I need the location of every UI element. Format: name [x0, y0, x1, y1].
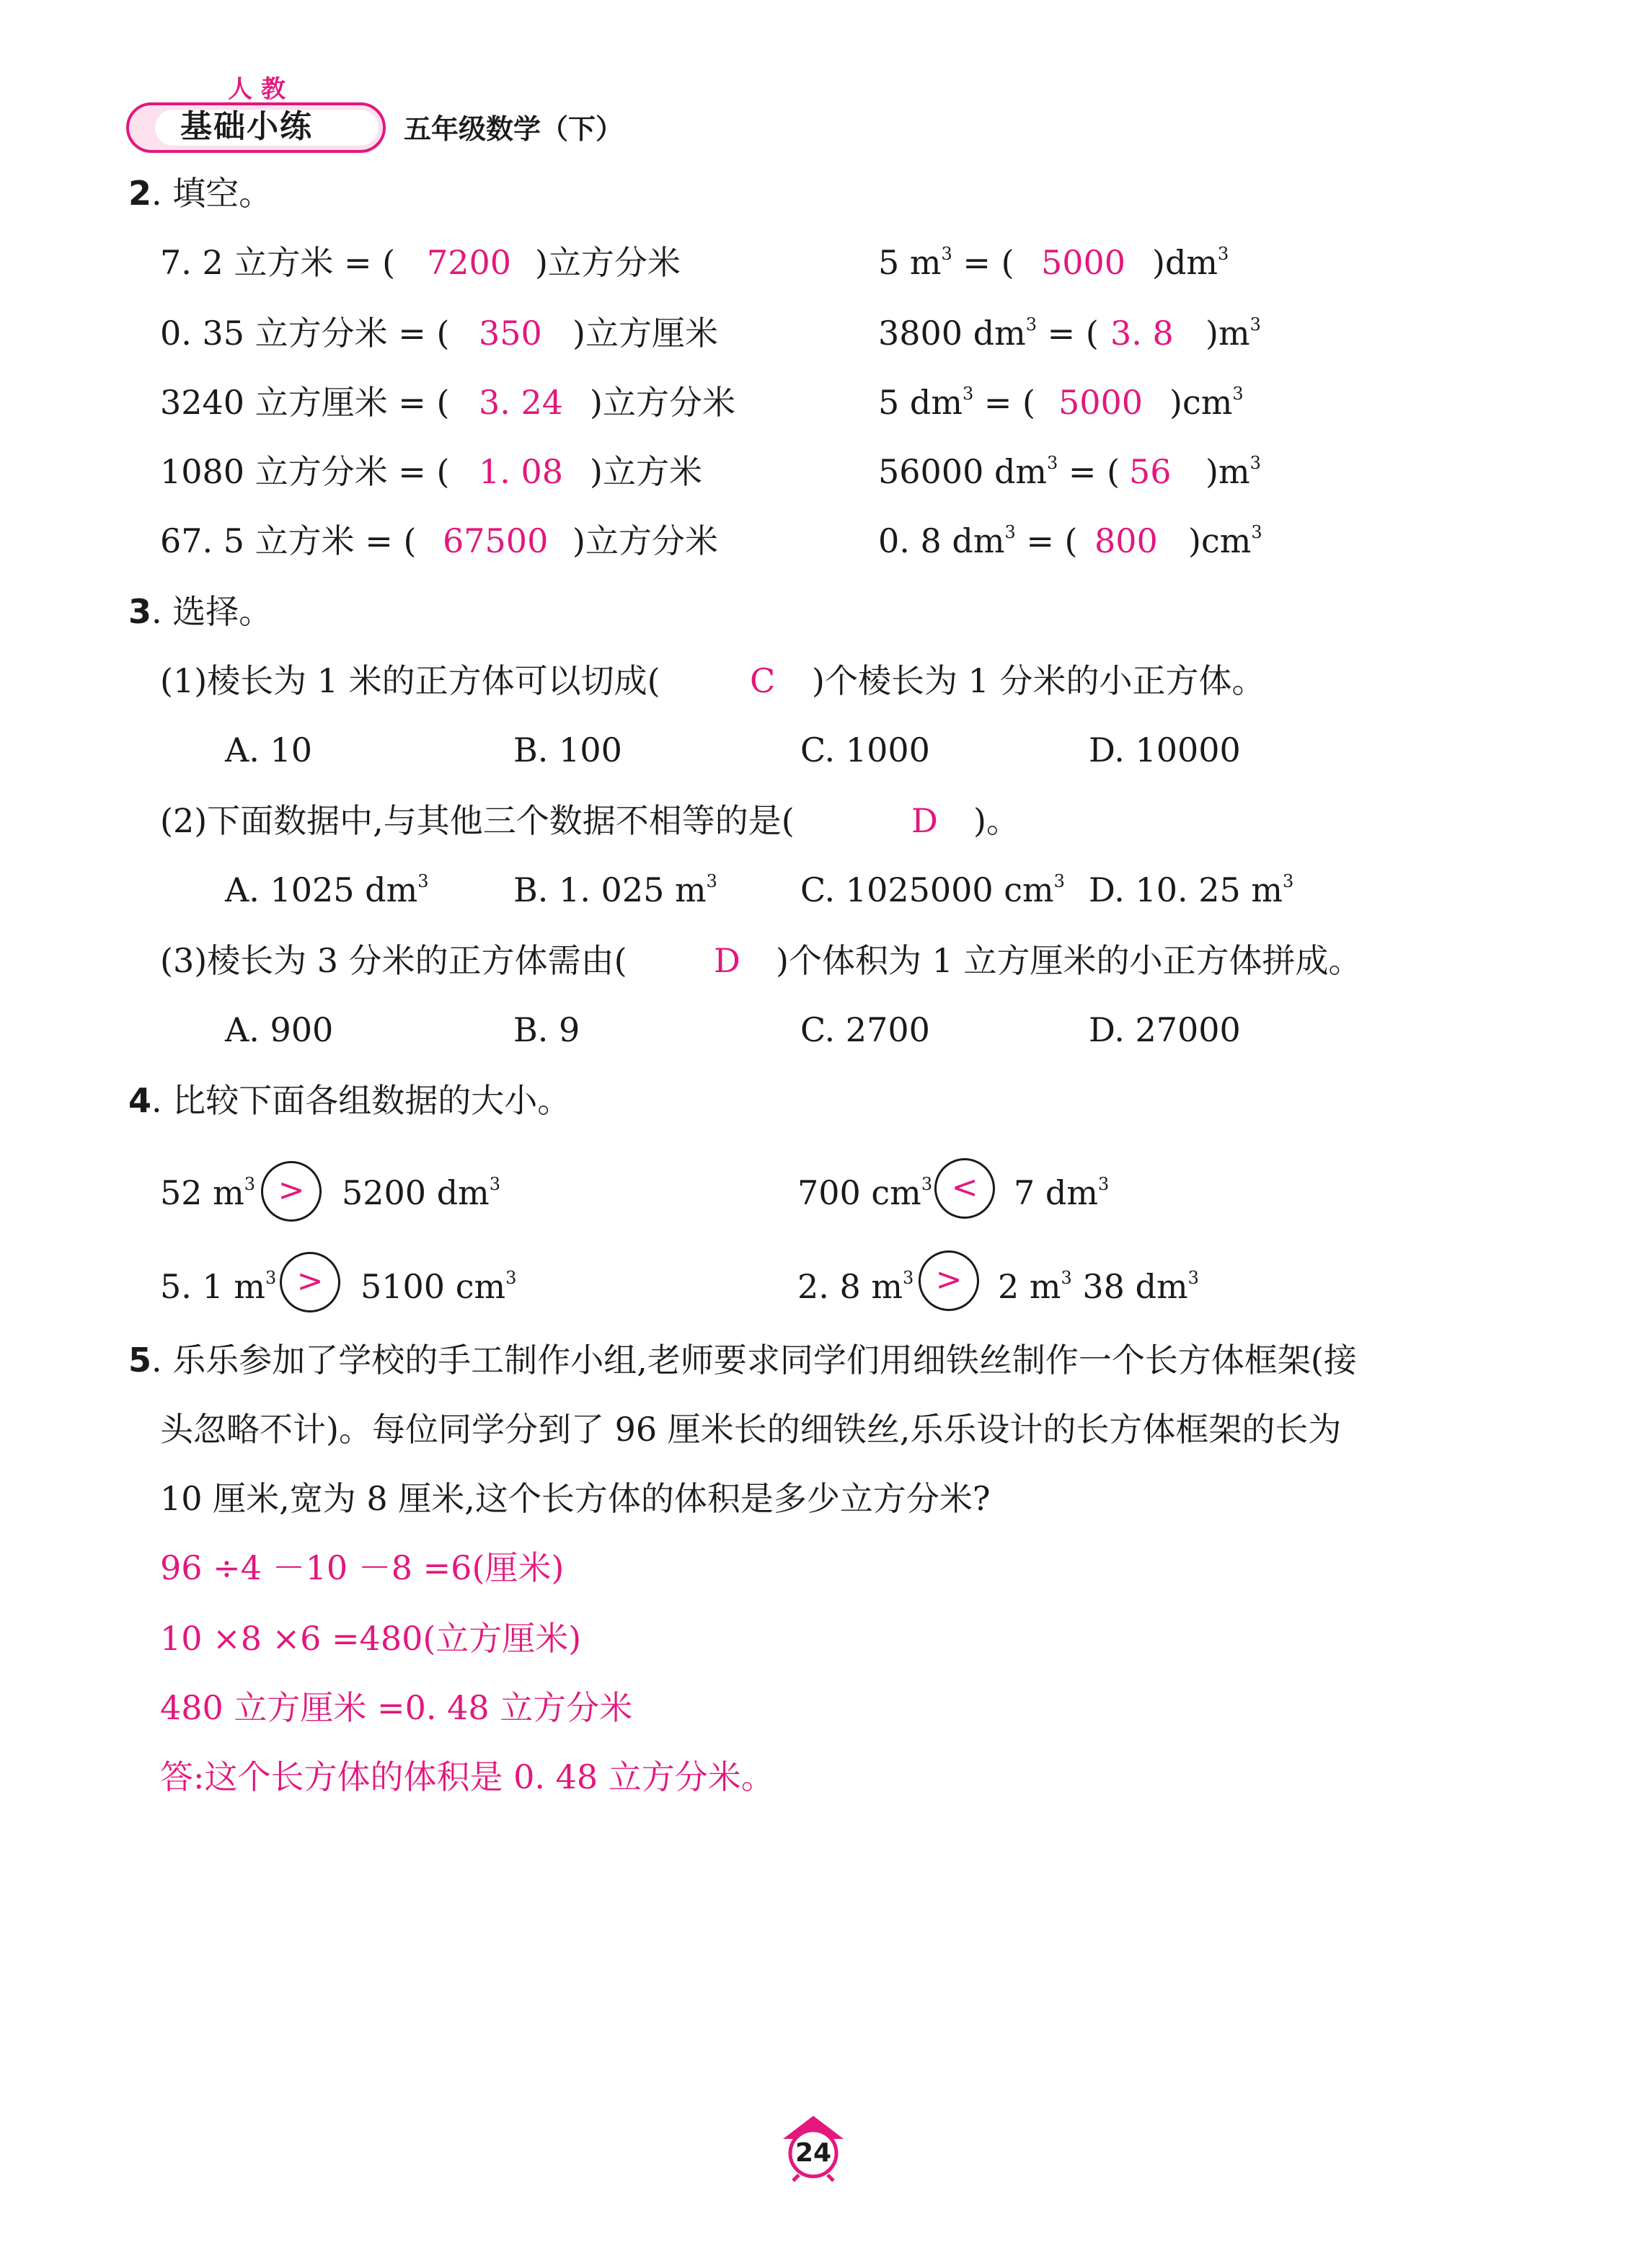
q2-right-answer-5: 800 [1094, 521, 1158, 560]
q2-right-answer-2: 3. 8 [1110, 314, 1174, 353]
q2-left-answer-4: 1. 08 [479, 452, 564, 491]
q2-left-answer-5: 67500 [443, 521, 549, 560]
q2-left-unit-2: )立方厘米 [572, 314, 718, 353]
q5-solution-step-3: 480 立方厘米 =0. 48 立方分米 [160, 1688, 633, 1727]
q2-left-answer-1: 7200 [427, 243, 512, 282]
q2-right-row-2: 3800 $dm^3$ = ( [878, 314, 1099, 353]
q3-item-3-option-a: A. 900 [225, 1010, 334, 1049]
q3-item-2-stem: (2)下面数据中,与其他三个数据不相等的是( [160, 801, 795, 840]
q3-item-2-option-d: D. 10. 25 $m^3$ [1089, 870, 1294, 909]
q3-item-1-stem: (1)棱长为 1 米的正方体可以切成( [160, 661, 660, 700]
q2-left-row-1: 7. 2 立方米 = ( [160, 243, 396, 282]
q2-left-answer-2: 350 [479, 314, 542, 353]
q4-item-4-right: 2 $m^3$ 38 $dm^3$ [998, 1267, 1199, 1306]
q4-item-1-right: 5200 $dm^3$ [342, 1173, 501, 1212]
q4-title: 4. 比较下面各组数据的大小。 [128, 1081, 571, 1120]
q4-item-3-symbol: > [280, 1252, 340, 1312]
q2-left-unit-1: )立方分米 [535, 243, 681, 282]
q2-left-unit-5: )立方分米 [572, 521, 718, 560]
q2-right-row-1: 5 $m^3$ = ( [878, 243, 1014, 282]
q3-item-3-stem-end: )个体积为 1 立方厘米的小正方体拼成。 [776, 941, 1362, 980]
page-number-badge [779, 2113, 848, 2182]
q4-item-4-symbol: > [919, 1250, 979, 1311]
q2-left-unit-3: )立方分米 [590, 383, 735, 422]
q3-item-3-answer: D [714, 941, 740, 980]
q4-item-2-symbol: < [934, 1158, 995, 1219]
q3-item-3-option-d: D. 27000 [1089, 1010, 1241, 1049]
q5-line-3: 10 厘米,宽为 8 厘米,这个长方体的体积是多少立方分米? [160, 1479, 991, 1518]
q5-solution-step-2: 10 ×8 ×6 =480(立方厘米) [160, 1619, 582, 1658]
q3-item-2-stem-end: )。 [973, 801, 1019, 840]
q4-item-3-right: 5100 $cm^3$ [360, 1267, 517, 1306]
q4-item-2-right: 7 $dm^3$ [1014, 1173, 1110, 1212]
q4-item-3-left: 5. 1 $m^3$ [160, 1267, 277, 1306]
q3-item-1-option-b: B. 100 [513, 731, 622, 769]
q2-left-row-4: 1080 立方分米 = ( [160, 452, 450, 491]
q3-item-1-option-d: D. 10000 [1089, 731, 1241, 769]
q5-line-1: 5. 乐乐参加了学校的手工制作小组,老师要求同学们用细铁丝制作一个长方体框架(接 [128, 1341, 1357, 1380]
q2-left-row-2: 0. 35 立方分米 = ( [160, 314, 450, 353]
q5-line-2: 头忽略不计)。每位同学分到了 96 厘米长的细铁丝,乐乐设计的长方体框架的长为 [160, 1410, 1342, 1449]
q3-item-1-option-a: A. 10 [225, 731, 312, 769]
q2-left-answer-3: 3. 24 [479, 383, 564, 422]
series-title: 基础小练 [180, 108, 313, 145]
q5-solution-answer: 答:这个长方体的体积是 0. 48 立方分米。 [160, 1757, 774, 1796]
q2-right-answer-3: 5000 [1058, 383, 1143, 422]
publisher-label: 人 教 [228, 75, 286, 104]
q3-item-2-answer: D [911, 801, 938, 840]
q3-title: 3. 选择。 [128, 592, 273, 631]
q3-item-3-stem: (3)棱长为 3 分米的正方体需由( [160, 941, 627, 980]
q3-item-2-option-a: A. 1025 $dm^3$ [225, 870, 429, 909]
q2-right-unit-1: )$dm^3$ [1152, 243, 1229, 282]
page-number: 24 [795, 2138, 832, 2168]
book-subtitle: 五年级数学（下） [404, 113, 624, 145]
q2-right-row-5: 0. 8 $dm^3$ = ( [878, 521, 1078, 560]
q3-item-2-option-c: C. 1025000 $cm^3$ [800, 870, 1065, 909]
q3-item-3-option-b: B. 9 [513, 1010, 580, 1049]
q2-right-row-4: 56000 $dm^3$ = ( [878, 452, 1120, 491]
q2-left-unit-4: )立方米 [590, 452, 702, 491]
q2-title: 2. 填空。 [128, 174, 273, 213]
q4-item-4-left: 2. 8 $m^3$ [797, 1267, 914, 1306]
q2-right-answer-1: 5000 [1041, 243, 1126, 282]
q4-item-1-left: 52 $m^3$ [160, 1173, 256, 1212]
q2-right-row-3: 5 $dm^3$ = ( [878, 383, 1035, 422]
q3-item-1-answer: C [750, 661, 776, 700]
q2-left-row-3: 3240 立方厘米 = ( [160, 383, 450, 422]
q5-solution-step-1: 96 ÷4 －10 －8 =6(厘米) [160, 1548, 565, 1587]
q4-item-1-symbol: > [261, 1161, 322, 1222]
q2-right-unit-4: )$m^3$ [1205, 452, 1261, 491]
q2-right-unit-5: )$cm^3$ [1188, 521, 1262, 560]
q3-item-2-option-b: B. 1. 025 $m^3$ [513, 870, 717, 909]
q2-left-row-5: 67. 5 立方米 = ( [160, 521, 417, 560]
q2-right-unit-3: )$cm^3$ [1169, 383, 1244, 422]
q2-right-answer-4: 56 [1129, 452, 1172, 491]
q2-right-unit-2: )$m^3$ [1205, 314, 1261, 353]
q3-item-1-stem-end: )个棱长为 1 分米的小正方体。 [812, 661, 1265, 700]
q3-item-1-option-c: C. 1000 [800, 731, 930, 769]
q3-item-3-option-c: C. 2700 [800, 1010, 930, 1049]
q4-item-2-left: 700 $cm^3$ [797, 1173, 933, 1212]
